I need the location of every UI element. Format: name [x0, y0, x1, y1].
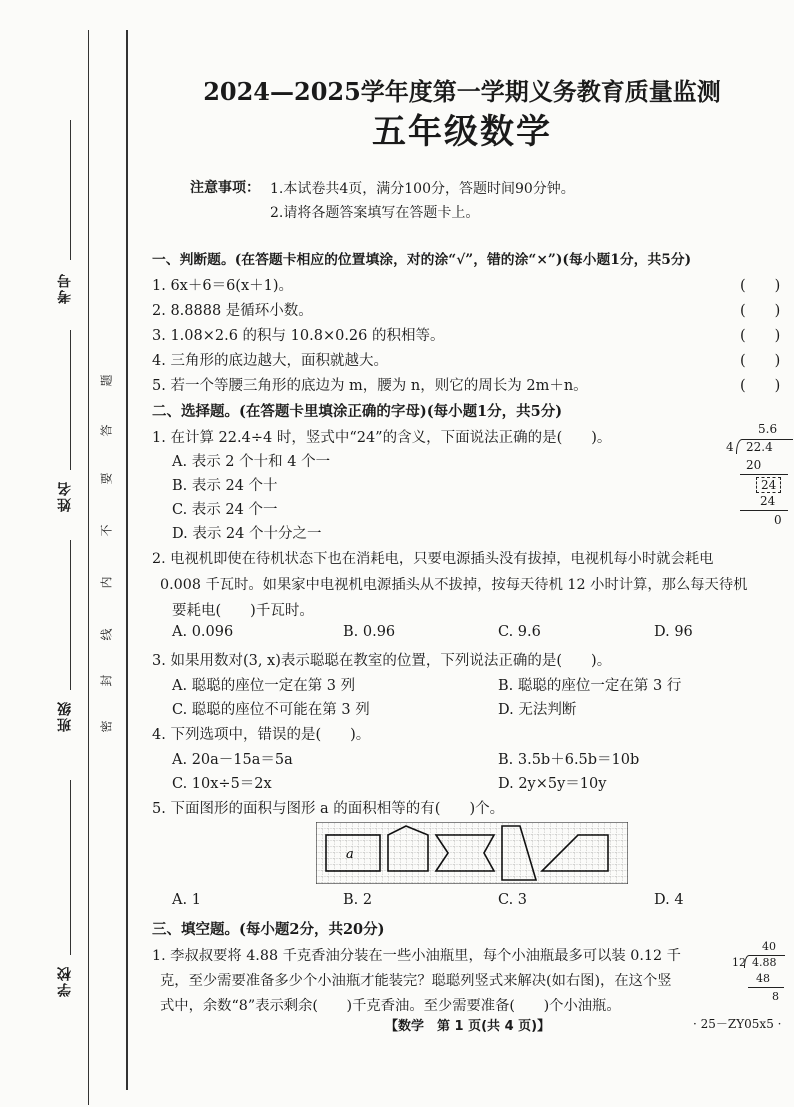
option-d: D. 表示 24 个十分之一 — [172, 526, 322, 542]
seal-char: 题 — [99, 374, 114, 387]
division-remainder: 8 — [772, 990, 779, 1003]
option-b: B. 3.5b＋6.5b＝10b — [498, 752, 640, 768]
answer-paren: ( ) — [740, 353, 781, 369]
option-d: D. 2y×5y＝10y — [498, 776, 607, 792]
area-grid-figure — [316, 822, 628, 884]
fill-question-1-line-1: 1. 李叔叔要将 4.88 千克香油分装在一些小油瓶里，每个小油瓶最多可以装 0.12 千 — [152, 948, 681, 964]
option-a: A. 0.096 — [172, 624, 234, 640]
binding-margin — [0, 0, 130, 1107]
division-divisor: 12 — [732, 956, 746, 969]
division-rule — [740, 474, 788, 475]
long-division-figure — [722, 420, 792, 532]
answer-paren: ( ) — [740, 303, 781, 319]
notice-label: 注意事项： — [190, 180, 260, 196]
seal-char: 答 — [99, 424, 114, 437]
judge-question-1: 1. 6x＋6＝6(x＋1)。 — [152, 278, 294, 294]
division-step-2: 24 — [756, 477, 781, 493]
name-blank — [70, 330, 71, 470]
division-step-1: 48 — [756, 972, 770, 985]
division-dividend: 22.4 — [746, 440, 773, 454]
answer-paren: ( ) — [740, 328, 781, 344]
figure-a-label: a — [346, 847, 354, 862]
choice-question-2-line-2: 0.008 千瓦时。如果家中电视机电源插头从不拔掉，按每天待机 12 小时计算，那么每天待机 — [160, 577, 748, 593]
option-c: C. 聪聪的座位不可能在第 3 列 — [172, 702, 370, 718]
exam-title: 2024—2025学年度第一学期义务教育质量监测 — [203, 77, 721, 106]
seal-char: 线 — [99, 628, 114, 641]
option-a: A. 聪聪的座位一定在第 3 列 — [172, 678, 356, 694]
binding-line-right — [126, 30, 128, 1090]
fill-question-1-line-3: 式中，余数“8”表示剩余( )千克香油。至少需要准备( )个小油瓶。 — [160, 998, 621, 1014]
section-1-heading: 一、判断题。(在答题卡相应的位置填涂，对的涂“√”，错的涂“×”)(每小题1分，共5分) — [152, 252, 692, 268]
option-c: C. 表示 24 个一 — [172, 502, 278, 518]
section-3-heading: 三、填空题。(每小题2分，共20分) — [152, 921, 385, 938]
school-label: 学校 — [57, 965, 73, 997]
option-a: A. 表示 2 个十和 4 个一 — [172, 454, 331, 470]
division-rule — [740, 510, 788, 511]
division-quotient: 40 — [762, 940, 776, 953]
option-b: B. 聪聪的座位一定在第 3 行 — [498, 678, 682, 694]
division-dividend: 4.88 — [752, 956, 777, 969]
choice-question-4: 4. 下列选项中，错误的是( )。 — [152, 727, 371, 743]
exam-number-label: 考号 — [57, 272, 73, 304]
section-2-heading: 二、选择题。(在答题卡里填涂正确的字母)(每小题1分，共5分) — [152, 403, 563, 420]
choice-question-3: 3. 如果用数对(3, x)表示聪聪在教室的位置，下列说法正确的是( )。 — [152, 653, 612, 669]
option-c: C. 9.6 — [498, 624, 541, 640]
division-step-3: 24 — [760, 494, 776, 508]
seal-char: 密 — [99, 720, 114, 733]
division-remainder: 0 — [774, 513, 782, 527]
option-a: A. 1 — [172, 892, 201, 908]
option-c: C. 3 — [498, 892, 528, 908]
option-d: D. 4 — [654, 892, 684, 908]
division-step-1: 20 — [746, 458, 762, 472]
division-quotient: 5.6 — [758, 422, 778, 436]
seal-char: 内 — [99, 576, 114, 589]
notice-item-2: 2.请将各题答案填写在答题卡上。 — [270, 205, 480, 221]
judge-question-5: 5. 若一个等腰三角形的底边为 m，腰为 n，则它的周长为 2m＋n。 — [152, 378, 588, 394]
name-label: 姓名 — [57, 480, 73, 512]
answer-paren: ( ) — [740, 278, 781, 294]
option-a: A. 20a－15a＝5a — [172, 752, 293, 768]
notice-item-1: 1.本试卷共4页，满分100分，答题时间90分钟。 — [270, 181, 575, 197]
long-division-figure-2 — [728, 940, 788, 1012]
answer-paren: ( ) — [740, 378, 781, 394]
seal-char: 不 — [99, 524, 114, 537]
choice-question-1: 1. 在计算 22.4÷4 时，竖式中“24”的含义，下面说法正确的是( )。 — [152, 430, 612, 446]
option-d: D. 96 — [654, 624, 693, 640]
class-blank — [70, 540, 71, 690]
option-b: B. 0.96 — [343, 624, 396, 640]
division-rule — [748, 987, 784, 988]
judge-question-4: 4. 三角形的底边越大，面积就越大。 — [152, 353, 388, 369]
exam-number-blank — [70, 120, 71, 260]
judge-question-3: 3. 1.08×2.6 的积与 10.8×0.26 的积相等。 — [152, 328, 445, 344]
subject-title: 五年级数学 — [372, 112, 552, 152]
school-blank — [70, 780, 71, 955]
choice-question-5: 5. 下面图形的面积与图形 a 的面积相等的有( )个。 — [152, 801, 505, 817]
option-b: B. 2 — [343, 892, 373, 908]
choice-question-2-line-1: 2. 电视机即使在待机状态下也在消耗电，只要电源插头没有拔掉，电视机每小时就会耗电 — [152, 551, 714, 567]
page-number: 【数学 第 1 页(共 4 页)】 — [385, 1019, 551, 1034]
option-b: B. 表示 24 个十 — [172, 478, 278, 494]
exam-code: · 25－ZY05x5 · — [693, 1017, 782, 1031]
class-label: 班级 — [57, 700, 73, 732]
binding-line-left — [88, 30, 89, 1105]
option-d: D. 无法判断 — [498, 702, 577, 718]
division-divisor: 4 — [726, 440, 734, 454]
seal-char: 封 — [99, 674, 114, 687]
judge-question-2: 2. 8.8888 是循环小数。 — [152, 303, 313, 319]
seal-char: 要 — [99, 472, 114, 485]
choice-question-2-line-3: 要耗电( )千瓦时。 — [172, 603, 314, 619]
fill-question-1-line-2: 克，至少需要准备多少个小油瓶才能装完？聪聪列竖式来解决(如右图)，在这个竖 — [160, 973, 672, 989]
option-c: C. 10x÷5＝2x — [172, 776, 272, 792]
